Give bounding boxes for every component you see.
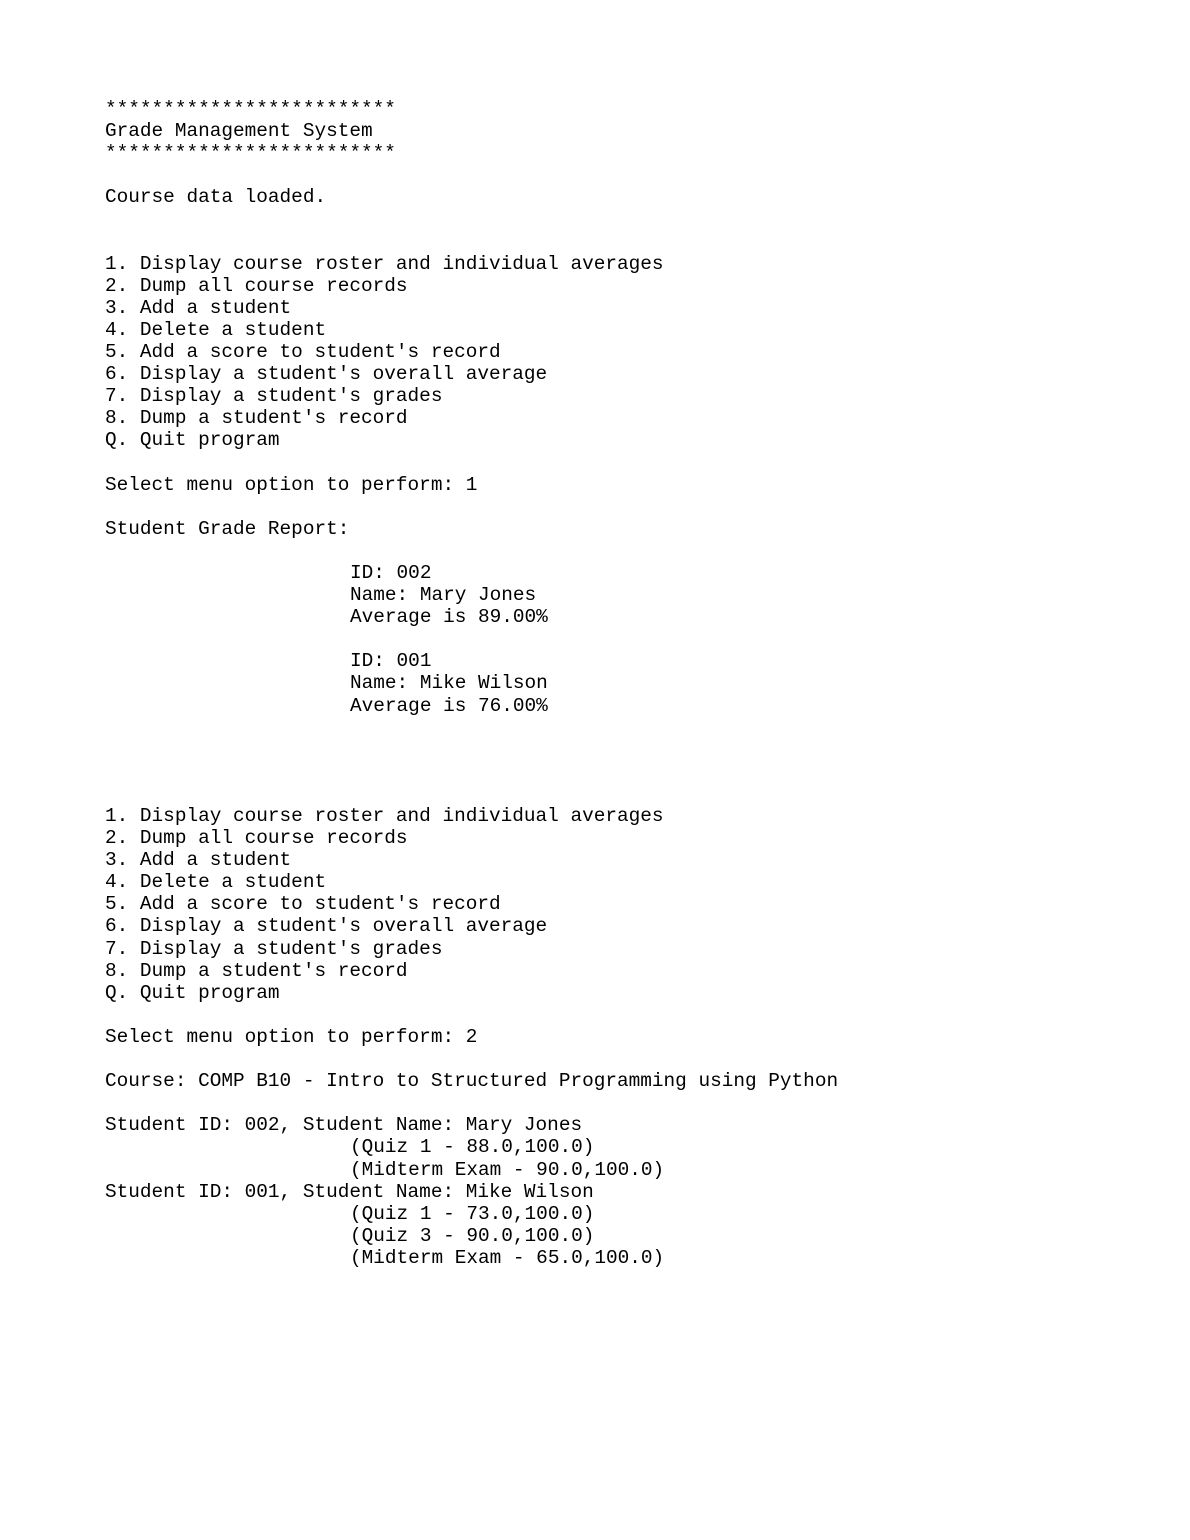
menu-item: 2. Dump all course records [105,827,408,850]
menu-item: 4. Delete a student [105,318,327,341]
load-status: Course data loaded. [105,186,327,209]
record-student-line: Student ID: 002, Student Name: Mary Jones [105,1114,583,1137]
student-name: Name: Mary Jones [350,584,537,607]
record-score: (Quiz 1 - 88.0,100.0) [350,1136,595,1159]
menu-item: 1. Display course roster and individual averages [105,252,664,275]
record-score: (Quiz 3 - 90.0,100.0) [350,1224,595,1247]
report-student-block [105,562,1145,628]
menu-item: 3. Add a student [105,849,292,872]
student-id: ID: 001 [350,650,432,673]
dump-record [105,1114,1145,1180]
student-name: Name: Mike Wilson [350,672,548,695]
menu-item: 7. Display a student's grades [105,937,443,960]
console-output [105,98,1145,1269]
menu-list-1 [105,253,1145,452]
menu-item: 8. Dump a student's record [105,959,408,982]
header-border-bottom: ************************* [105,142,396,165]
record-student-line: Student ID: 001, Student Name: Mike Wilson [105,1180,594,1203]
record-score: (Quiz 1 - 73.0,100.0) [350,1202,595,1225]
menu-item: 1. Display course roster and individual averages [105,805,664,828]
record-score: (Midterm Exam - 90.0,100.0) [350,1158,665,1181]
menu-item: 5. Add a score to student's record [105,341,501,364]
report-heading: Student Grade Report: [105,517,350,540]
student-average: Average is 76.00% [350,694,548,717]
menu-prompt-1: Select menu option to perform: 1 [105,473,478,496]
menu-item: 6. Display a student's overall average [105,915,548,938]
dump-record [105,1181,1145,1269]
menu-item: Q. Quit program [105,981,280,1004]
student-average: Average is 89.00% [350,606,548,629]
record-score: (Midterm Exam - 65.0,100.0) [350,1246,665,1269]
menu-item: 4. Delete a student [105,871,327,894]
program-title: Grade Management System [105,120,373,143]
menu-item: 6. Display a student's overall average [105,363,548,386]
menu-prompt-2: Select menu option to perform: 2 [105,1025,478,1048]
menu-item: 5. Add a score to student's record [105,893,501,916]
menu-list-2 [105,805,1145,1004]
header-border-top: ************************* [105,98,396,120]
menu-item: 8. Dump a student's record [105,407,408,430]
menu-item: 7. Display a student's grades [105,385,443,408]
report-student-block [105,650,1145,716]
course-line: Course: COMP B10 - Intro to Structured Programming using Python [105,1070,839,1093]
menu-item: 3. Add a student [105,296,292,319]
menu-item: Q. Quit program [105,429,280,452]
student-id: ID: 002 [350,561,432,584]
menu-item: 2. Dump all course records [105,274,408,297]
